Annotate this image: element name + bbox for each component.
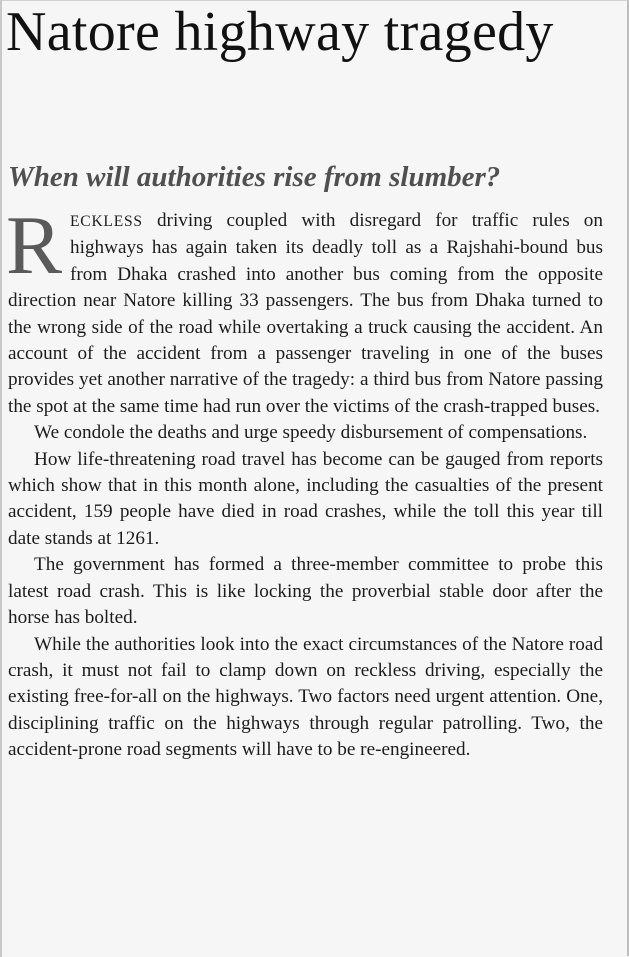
article-body [6, 199, 603, 764]
paragraph-committee: The government has formed a three-member committee to probe this latest road crash. This is like locking the proverbial stable door after the horse has bolted. [8, 554, 603, 629]
paragraph-recommendations: While the authorities look into the exact circumstances of the Natore road crash, it must not fail to clamp down on reckless driving, especially the existing free-for-all on the highways. Two factors need urgent attention. One, disciplining traffic on the highways through regular patrolling. Two, the accident-prone road segments will have to be re-engineered. [8, 633, 603, 761]
paragraph-condolence: We condole the deaths and urge speedy disbursement of compensations. [34, 422, 588, 444]
lead-paragraph [6, 199, 603, 420]
drop-cap: R [6, 199, 63, 292]
lead-text: driving coupled with disregard for traffic rules on highways has again taken its deadly toll as a Rajshahi-bound bus from Dhaka crashed into another bus coming from the opposite direction near Natore killing 33 passengers. The bus from Dhaka turned to the wrong side of the road while overtaking a truck causing the accident. An account of the accident from a passenger traveling in one of the buses provides yet another narrative of the tragedy: a third bus from Natore passing the spot at the same time had run over the victims of the crash-trapped buses. [8, 210, 603, 417]
subheadline: When will authorities rise from slumber? [8, 161, 501, 193]
lead-smallcaps: ECKLESS [70, 213, 143, 230]
headline: Natore highway tragedy [6, 1, 554, 63]
left-rule [0, 0, 2, 957]
paragraph-statistics: How life-threatening road travel has become can be gauged from reports which show that in this month alone, including the casualties of the present accident, 159 people have died in road crashes, while the toll this year till date stands at 1261. [8, 448, 603, 549]
